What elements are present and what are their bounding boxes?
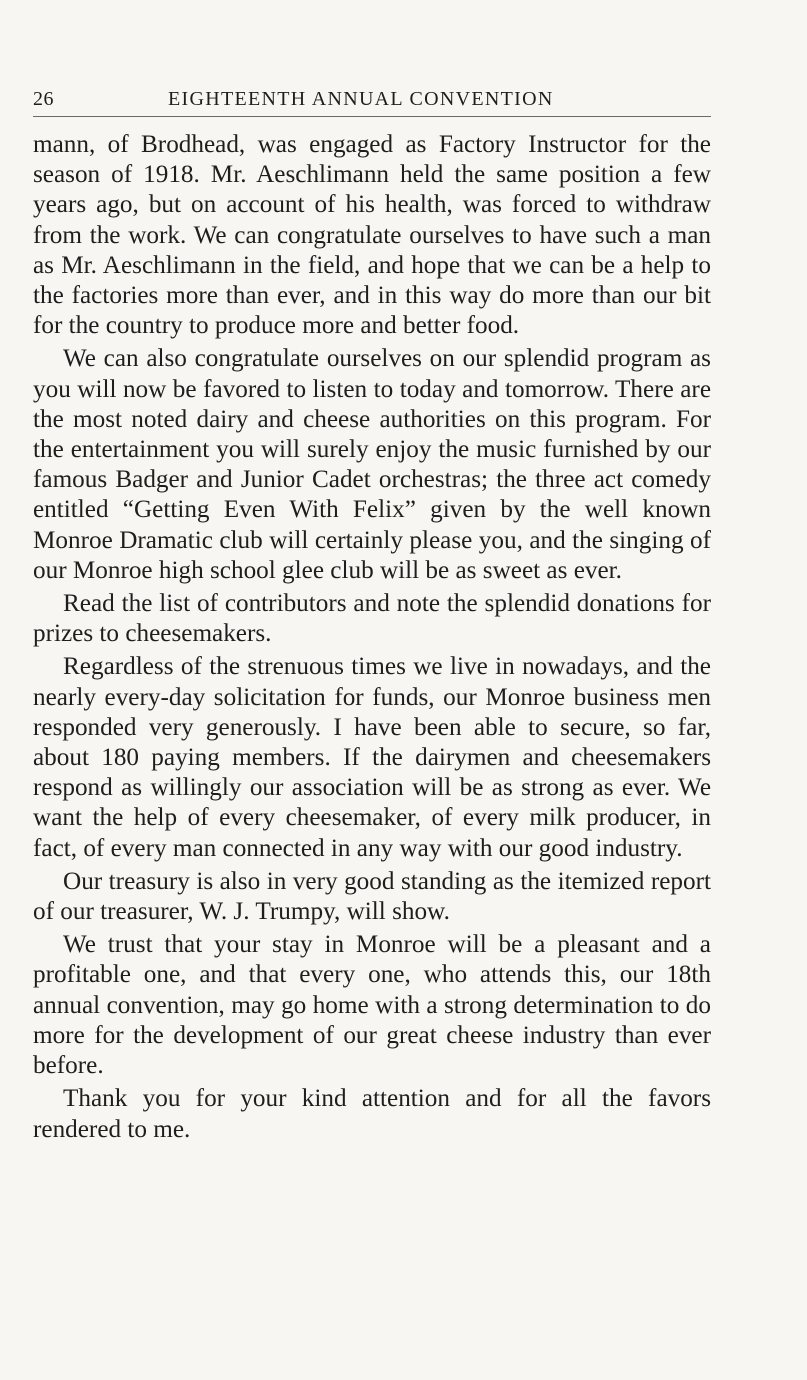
paragraph-stay: We trust that your stay in Monroe will be a pleasant and a profitable one, and that every one, who attends this, our 18th annual convention, may go home with a strong determination to do more for the development of our great cheese industry than ever before. bbox=[33, 931, 711, 1080]
body-text bbox=[33, 130, 711, 1145]
paragraph-contributors: Read the list of contributors and note the splendid donations for prizes to cheesemakers. bbox=[33, 590, 711, 648]
paragraph-treasury: Our treasury is also in very good standing as the itemized report of our treasurer, W. J. Trumpy, will show. bbox=[33, 867, 711, 926]
paragraph-membership: Regardless of the strenuous times we live in nowadays, and the nearly every-day solicitation for funds, our Monroe business men responded very generously. I have been able to secure, so far, about 180 paying members. If the dairymen and cheesemakers respond as willingly our association will be as strong as ever. We want the help of every cheesemaker, of every milk producer, in fact, of every man connected in any way with our good industry. bbox=[33, 653, 711, 862]
running-header bbox=[33, 82, 711, 117]
paragraph-continued: mann, of Brodhead, was engaged as Factory Instructor for the season of 1918. Mr. Aeschlimann held the same position a few years ago, but on account of his health, was forced to withdraw from the work. We can congratulate ourselves to have such a man as Mr. Aeschlimann in the field, and hope that we can be a help to the factories more than ever, and in this way do more than our bit for the country to produce more and better food. bbox=[33, 131, 711, 340]
paragraph-thanks: Thank you for your kind attention and for all the favors rendered to me. bbox=[33, 1085, 711, 1143]
page-number: 26 bbox=[33, 88, 54, 110]
running-title: EIGHTEENTH ANNUAL CONVENTION bbox=[168, 88, 554, 110]
paragraph-program: We can also congratulate ourselves on our splendid program as you will now be favored to listen to today and tomorrow. There are the most noted dairy and cheese authorities on this program. For the entertainment you will surely enjoy the music furnished by our famous Badger and Junior Cadet orchestras; the three act comedy entitled “Getting Even With Felix” given by the well known Monroe Dramatic club will certainly please you, and the singing of our Monroe high school glee club will be as sweet as ever. bbox=[33, 345, 711, 584]
